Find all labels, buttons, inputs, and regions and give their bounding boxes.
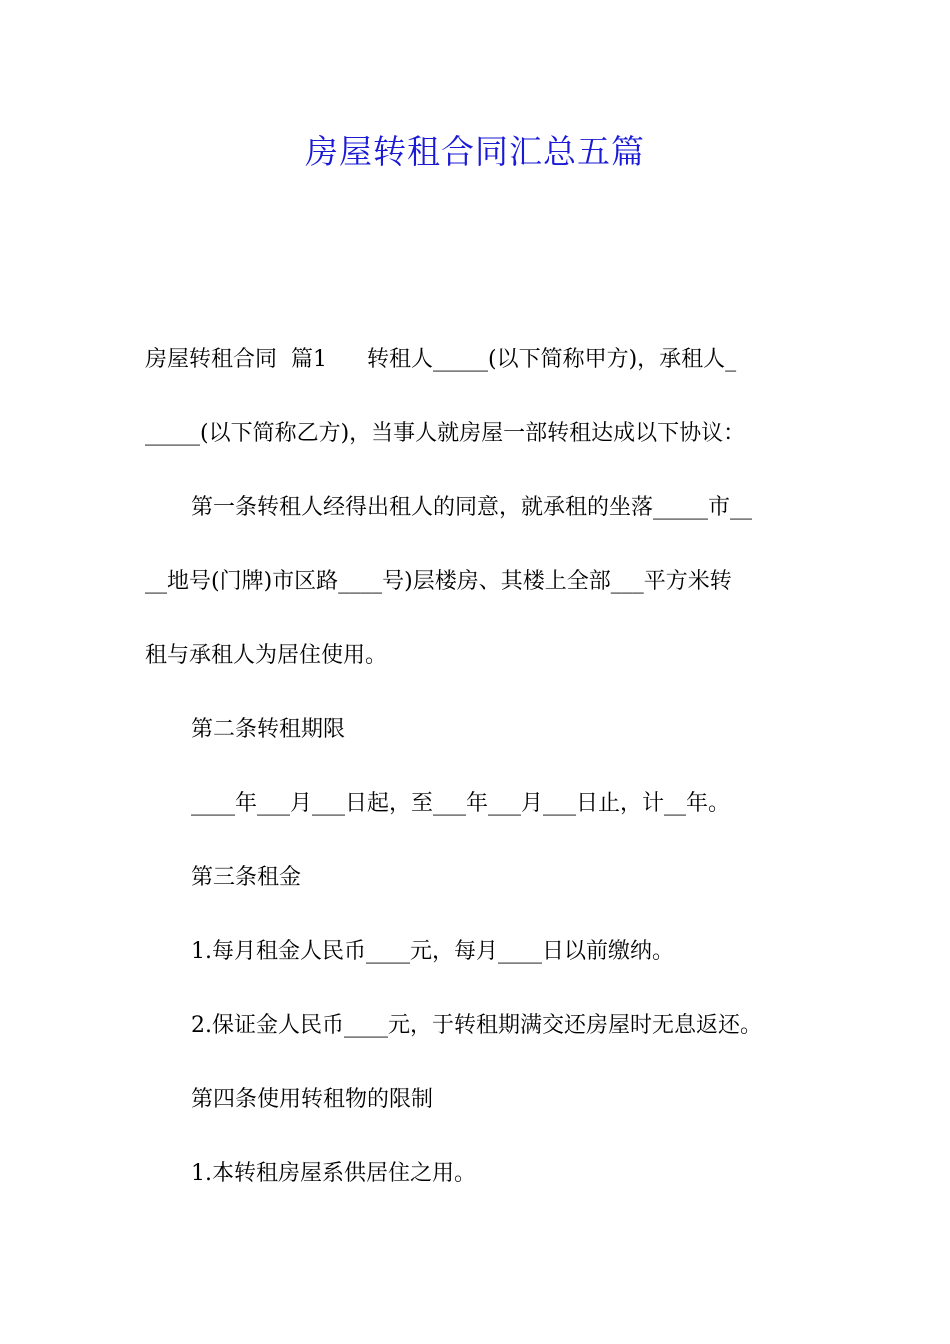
document-body: [145, 334, 807, 1222]
clause-heading: 第二条转租期限: [191, 717, 346, 742]
clause-heading: 第四条使用转租物的限制: [191, 1087, 434, 1112]
paragraph-line: __地号(门牌)市区路____号)层楼房、其楼上全部___平方米转: [145, 569, 732, 594]
paragraph-line: 2.保证金人民币____元，于转租期满交还房屋时无息返还。: [191, 1013, 762, 1038]
paragraph-line: [145, 334, 807, 408]
clause-heading: 第三条租金: [191, 865, 302, 890]
paragraph-line: 租与承租人为居住使用。: [145, 643, 388, 668]
paragraph-line: ____年___月___日起，至___年___月___日止，计__年。: [191, 791, 731, 816]
paragraph-line: 1.每月租金人民币____元，每月____日以前缴纳。: [191, 939, 674, 964]
document-title: 房屋转租合同汇总五篇: [305, 132, 645, 171]
paragraph-line: _____(以下简称乙方)，当事人就房屋一部转租达成以下协议：: [145, 421, 746, 446]
paragraph-text: 转租人_____(以下简称甲方)，承租人_: [366, 347, 737, 372]
paragraph-line: 1.本转租房屋系供居住之用。: [191, 1161, 476, 1186]
paragraph-line: 第一条转租人经得出租人的同意，就承租的坐落_____市__: [191, 495, 753, 520]
section-heading: 房屋转租合同 篇1: [145, 347, 327, 372]
